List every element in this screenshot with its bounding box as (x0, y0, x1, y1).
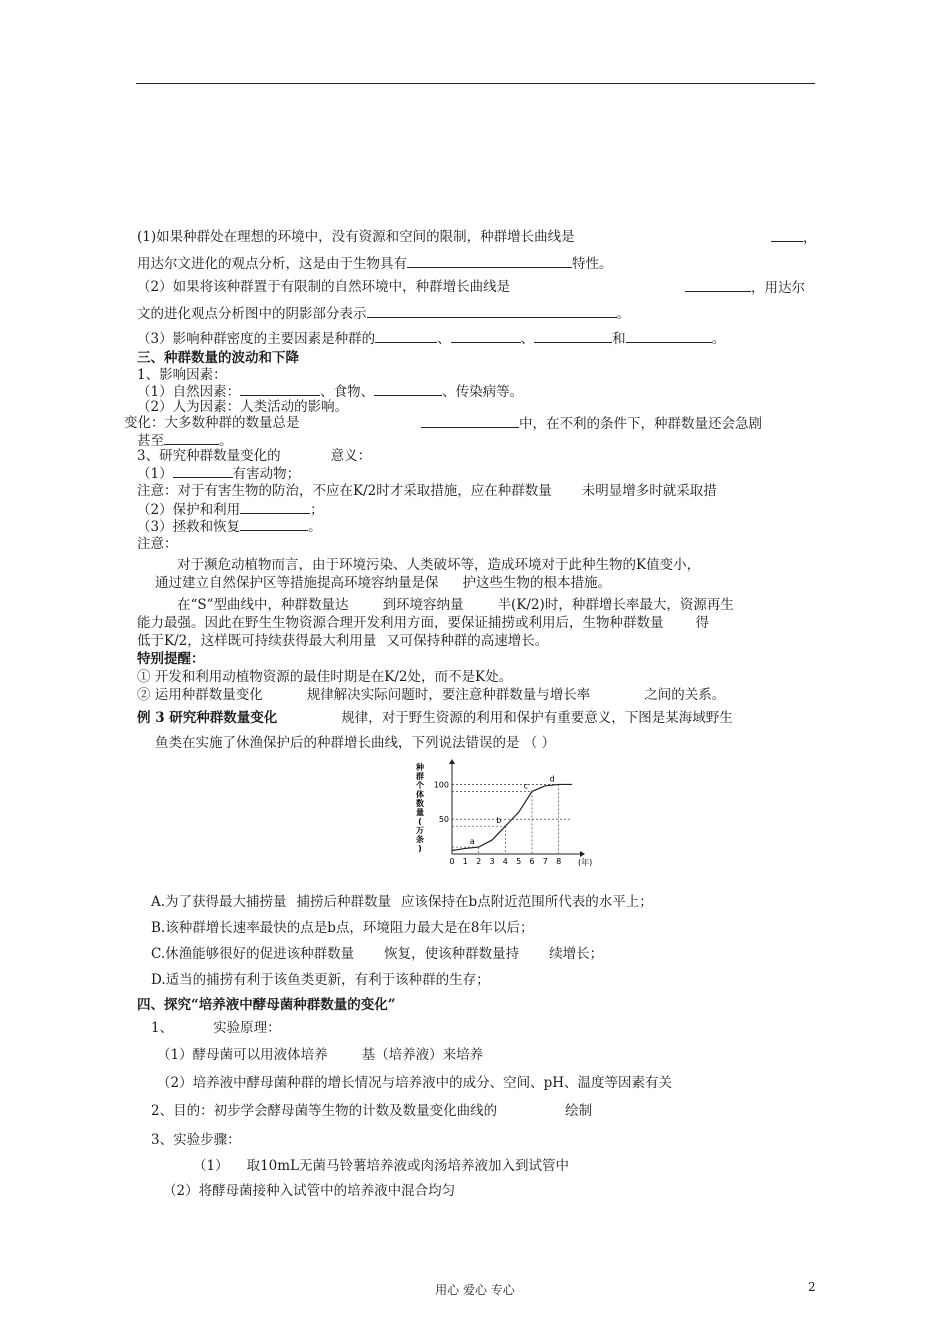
text-line: 注意：对于有害生物的防治，不应在K/2时才采取措施，应在种群数量 未明显增多时就采取措 (137, 483, 717, 499)
page-number: 2 (808, 1280, 816, 1294)
y-axis-label-char: 个 (416, 781, 424, 790)
text-line: （3）影响种群密度的主要因素是种群的 、 、 和 。 (137, 331, 726, 347)
text-line: 鱼类在实施了休渔保护后的种群增长曲线，下列说法错误的是 （ ） (155, 735, 556, 751)
blank (164, 431, 219, 445)
option-c: C.休渔能够很好的促进该种群数量 恢复，使该种群数量持 续增长； (151, 946, 604, 962)
text-line: 对于濒危动植物而言，由于环境污染、人类破坏等，造成环境对于此种生物的K值变小， (177, 557, 701, 573)
y-axis-label-char: ( (418, 817, 422, 826)
text-line: 文的进化观点分析图中的阴影部分表示 。 (137, 306, 630, 322)
y-axis-label-char: 种 (416, 763, 424, 772)
text-line: 例 3 研究种群数量变化 规律，对于野生资源的利用和保护有重要意义，下图是某海域野生 (137, 710, 733, 726)
text-line: （2）人为因素：人类活动的影响。 (137, 399, 349, 415)
blank (374, 382, 442, 396)
option-a: A.为了获得最大捕捞量 捕捞后种群数量 应该保持在b点附近范围所代表的水平上； (151, 894, 653, 910)
text-line: （2）保护和利用 ； (137, 502, 324, 518)
x-tick-label: 4 (502, 857, 508, 866)
y-axis-label-char: 体 (416, 790, 424, 799)
text-line: 在“S”型曲线中，种群数量达 到环境容纳量 半(K/2)时，种群增长率最大，资源再生 (177, 597, 734, 613)
text-line: （3）拯救和恢复 。 (137, 519, 322, 535)
text-line: （1） 有害动物； (137, 466, 301, 482)
x-tick-label: 5 (516, 857, 522, 866)
y-axis-label-char: 万 (416, 826, 424, 835)
blank (240, 500, 310, 514)
text-line: （1）自然因素： 、食物、 、传染病等。 (137, 384, 524, 400)
note-heading: 特别提醒： (137, 651, 205, 667)
population-growth-chart (410, 762, 593, 872)
section-heading: 三、种群数量的波动和下降 (137, 350, 299, 366)
text-line: （2）将酵母菌接种入试管中的培养液中混合均匀 (163, 1183, 456, 1199)
text-line: ② 运用种群数量变化 规律解决实际问题时，要注意种群数量与增长率 之间的关系。 (137, 687, 726, 703)
x-axis-arrow (580, 851, 585, 857)
option-d: D.适当的捕捞有利于该鱼类更新，有利于该种群的生存； (151, 972, 490, 988)
x-tick-label: 3 (489, 857, 495, 866)
text-line: 3、实验步骤： (151, 1132, 241, 1148)
section-heading: 四、探究“培养液中酵母菌种群数量的变化” (137, 997, 396, 1013)
y-axis-label-char: 数 (416, 799, 424, 808)
blank (685, 278, 751, 292)
text-line: ，用达尔 (685, 278, 805, 297)
x-axis-label: (年) (578, 858, 593, 867)
text-line: （2）培养液中酵母菌种群的增长情况与培养液中的成分、空间、pH、温度等因素有关 (157, 1075, 673, 1091)
text-line: 1、影响因素： (137, 367, 227, 383)
x-tick-label: 6 (529, 857, 535, 866)
text-line: ① 开发和利用动植物资源的最佳时期是在K/2处，而不是K处。 (137, 669, 513, 685)
text-line: 能力最强。因此在野生生物资源合理开发利用方面，要保证捕捞或利用后，生物种群数量 得 (137, 615, 709, 631)
point-label: d (549, 774, 555, 784)
text-line: 变化：大多数种群的数量总是 (124, 415, 300, 431)
text-line: 低于K/2，这样既可持续获得最大利用量 又可保持种群的高速增长。 (137, 633, 549, 649)
y-axis-arrow (449, 759, 455, 764)
text-line: 甚至 。 (137, 433, 233, 449)
x-tick-label: 8 (556, 857, 562, 866)
blank (240, 517, 308, 531)
y-axis-label-char: 群 (416, 772, 424, 781)
x-tick-label: 1 (462, 857, 468, 866)
x-tick-label: 7 (542, 857, 548, 866)
text-line: （1） 取10mL无菌马铃薯培养液或肉汤培养液加入到试管中 (193, 1158, 570, 1174)
point-label: c (523, 781, 528, 791)
text-line: 2、目的：初步学会酵母菌等生物的计数及数量变化曲线的 绘制 (151, 1103, 593, 1119)
text-line: 通过建立自然保护区等措施提高环境容纳量是保 护这些生物的根本措施。 (155, 575, 611, 591)
blank (451, 329, 521, 343)
text-line: 用达尔文进化的观点分析，这是由于生物具有 特性。 (137, 256, 613, 272)
point-label: b (496, 816, 502, 826)
y-tick-label: 100 (433, 780, 449, 790)
y-axis-label-char: ) (418, 844, 422, 853)
blank (421, 414, 519, 428)
y-axis-label-char: 条 (416, 835, 424, 844)
header-rule (136, 83, 815, 84)
blank (534, 329, 612, 343)
x-tick-label: 0 (449, 857, 455, 866)
text-line: 中，在不利的条件下，种群数量还会急剧 (421, 414, 762, 433)
text-line: 3、研究种群数量变化的 意义： (137, 448, 372, 464)
blank (367, 304, 617, 318)
text-line: (1)如果种群处在理想的环境中，没有资源和空间的限制，种群增长曲线是 (137, 229, 575, 245)
option-b: B.该种群增长速率最快的点是b点，环境阻力最大是在8年以后； (151, 920, 534, 936)
blank (240, 382, 320, 396)
blank (375, 329, 437, 343)
footer-text: 用心 爱心 专心 (435, 1283, 515, 1297)
blank (626, 329, 712, 343)
text-line: 1、 实验原理： (151, 1020, 281, 1036)
blank (771, 228, 803, 242)
text-line: 注意： (137, 536, 178, 552)
blank (173, 464, 233, 478)
text-line: （2）如果将该种群置于有限制的自然环境中，种群增长曲线是 (137, 279, 511, 295)
point-label: a (469, 837, 475, 847)
y-tick-label: 50 (438, 815, 449, 825)
blank (407, 254, 572, 268)
y-axis-label-char: 量 (416, 808, 424, 817)
text-line: ， (771, 228, 817, 247)
x-tick-label: 2 (476, 857, 482, 866)
text-line: （1）酵母菌可以用液体培养 基（培养液）来培养 (157, 1047, 484, 1063)
